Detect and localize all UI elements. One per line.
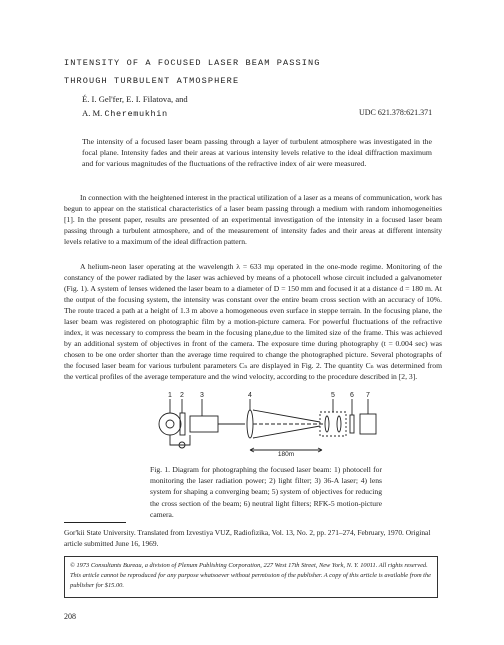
authors-surname: Cheremukhin bbox=[104, 109, 168, 119]
figure-label-3: 3 bbox=[200, 392, 204, 399]
figure-label-5: 5 bbox=[331, 392, 335, 399]
paragraph-2: A helium-neon laser operating at the wavelength λ = 633 mμ operated in the one-mode regime. Monitoring of the constancy of the power radiated by the laser was achieved by means of a photocell whose circuit included a galvanometer (Fig. 1). A system of lenses widened the laser beam to a diameter of D = 150 mm and focused it at a distance d = 180 m. At the output of the focusing system, the intensity was constant over the entire beam cross section with an accuracy of 10%. The route traced a path at a height of 1.3 m above a homogeneous even surface in steppe terrain. In the focusing plane, the laser beam was registered on photographic film by a motion-picture camera. For powerful fluctuations of the refractive index, it was necessary to compress the beam in the focusing plane,due to the limited size of the frame. This was achieved by an additional system of objectives in front of the camera. The exposure time during photography (t = 0.004 sec) was chosen to be one order shorter than the average time required to change the photographed picture. Several photographs of the focused laser beam for various turbulent parameters Cₙ are displayed in Fig. 2. The quantity Cₙ was determined from the vertical profiles of the average temperature and the wind velocity, according to the procedure described in [2, 3]. bbox=[64, 262, 442, 381]
neutral-filter-6 bbox=[350, 415, 354, 433]
objective-system-5 bbox=[320, 412, 346, 436]
photocell-inner bbox=[166, 420, 174, 428]
objective-lens-a bbox=[325, 416, 329, 432]
abstract: The intensity of a focused laser beam passing through a layer of turbulent atmosphere was investigated in the focal plane. Intensity fades and their areas at various intensity levels relative to the ideal diffraction maximum and for various magnitudes of the fluctuations of the refractive index of air were measured. bbox=[82, 137, 432, 169]
footnote: Gor'kii State University. Translated from Izvestiya VUZ, Radiofizika, Vol. 13, No. 2, pp. 271–274, February, 1970. Original article submitted June 16, 1969. bbox=[64, 528, 431, 548]
figure-1-caption: Fig. 1. Diagram for photographing the focused laser beam: 1) photocell for monitoring the laser radiation power; 2) light filter; 3) 36-A laser; 4) lens system for shaping a converging beam; 5) system of objectives for reducing the cross section of the beam; 6) neutral light filters; RFK-5 motion-picture camera. bbox=[150, 465, 382, 519]
photocell-circle bbox=[159, 413, 181, 435]
figure-label-1: 1 bbox=[168, 392, 172, 399]
laser-tube bbox=[190, 416, 218, 432]
lens-system-4 bbox=[247, 410, 253, 438]
objective-lens-b bbox=[337, 416, 341, 432]
circuit-wire bbox=[170, 435, 190, 445]
title-line-1: INTENSITY OF A FOCUSED LASER BEAM PASSING bbox=[64, 58, 321, 68]
camera-7 bbox=[360, 414, 376, 434]
figure-label-2: 2 bbox=[180, 392, 184, 399]
authors-line-2 bbox=[82, 108, 168, 119]
figure-label-6: 6 bbox=[350, 392, 354, 399]
paragraph-1: In connection with the heightened interest in the practical utilization of a laser as a means of communication, work has begun to appear on the statistical characteristics of a laser beam passing through a medium with random inhomogeneities [1]. In the present paper, results are presented of an experimental investigation of the intensity in a focused laser beam passing through a turbulent atmosphere, and of the measurement of intensity fades and their areas at different intensity levels relative to a maximum of the ideal diffraction pattern. bbox=[64, 193, 442, 246]
udc-code: UDC 621.378:621.371 bbox=[359, 108, 433, 117]
figure-1-diagram bbox=[150, 390, 385, 458]
page-number: 208 bbox=[64, 612, 76, 621]
figure-label-7: 7 bbox=[366, 392, 370, 399]
distance-label: 180m bbox=[277, 451, 295, 458]
figure-label-4: 4 bbox=[248, 392, 252, 399]
copyright-box bbox=[64, 556, 438, 598]
authors-initials: A. M. bbox=[82, 108, 105, 118]
copyright-text: © 1973 Consultants Bureau, a division of Plenum Publishing Corporation, 227 West 17th Street, New York, N. Y. 10011. All rights reserved. This article cannot be reproduced for any purpose whatsoever without permission of the publisher. A copy of this article is available from the publisher for $15.00. bbox=[70, 562, 431, 589]
footnote-rule bbox=[64, 522, 126, 523]
authors-line-1: É. I. Gel'fer, E. I. Filatova, and bbox=[82, 94, 188, 104]
title-line-2: THROUGH TURBULENT ATMOSPHERE bbox=[64, 76, 240, 86]
